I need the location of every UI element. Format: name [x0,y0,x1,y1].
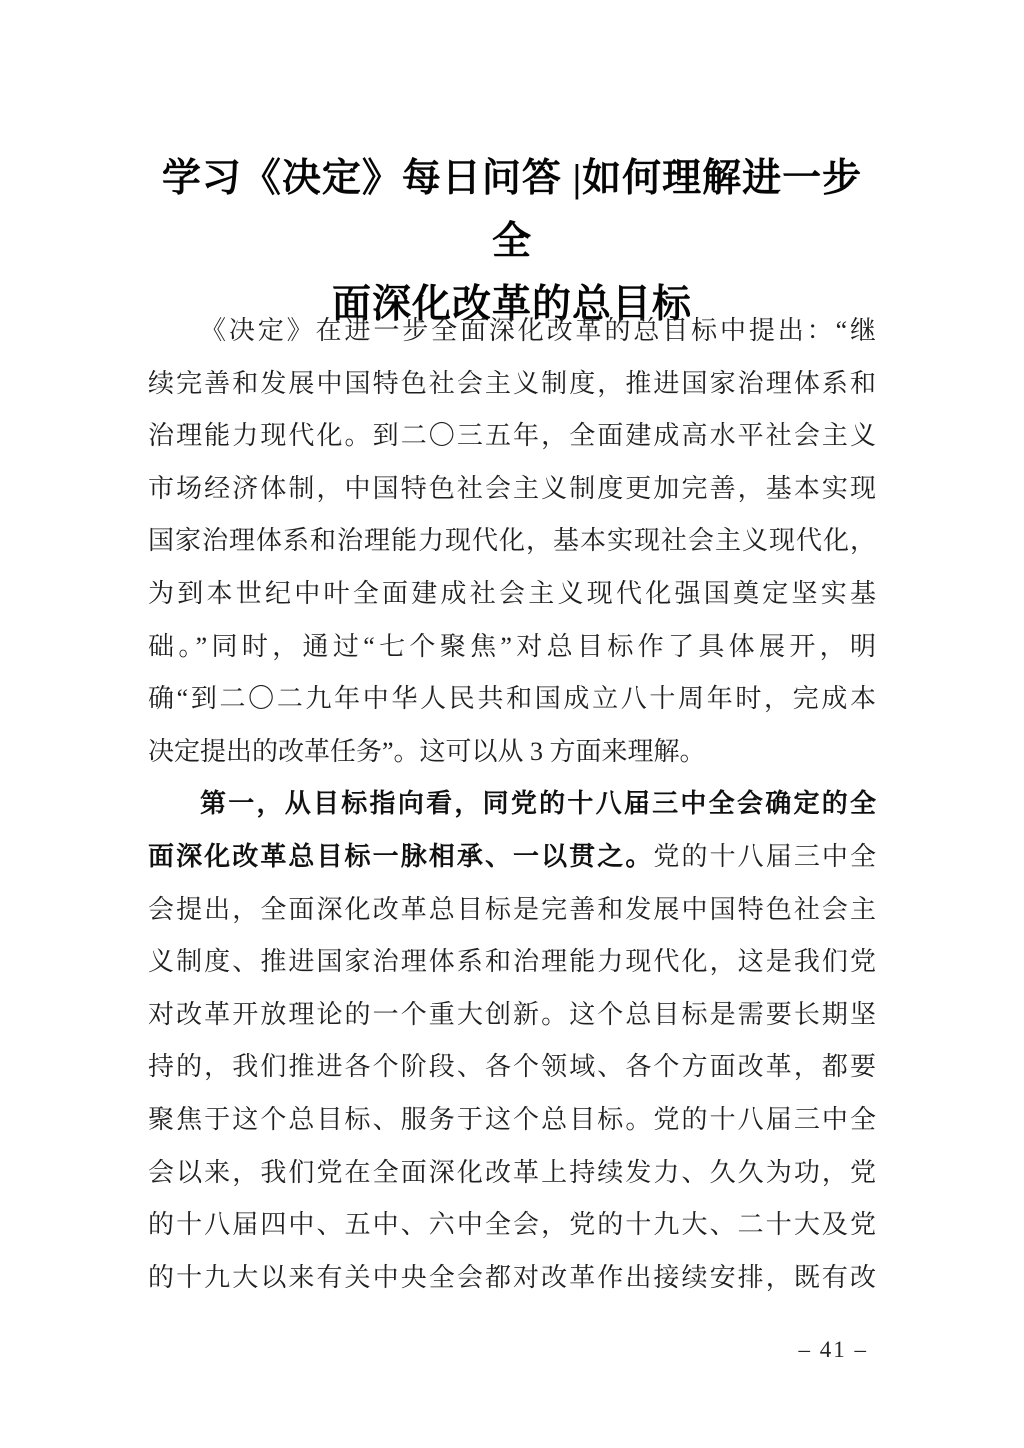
text-line [148,305,876,358]
text-segment: 国家治理体系和治理能力现代化，基本实现社会主义现代化， [148,526,876,556]
text-segment: 聚焦于这个总目标、服务于这个总目标。党的十八届三中全 [148,1104,876,1134]
text-line [148,778,876,831]
text-line [148,358,876,411]
text-line [148,1041,876,1094]
text-segment: 续完善和发展中国特色社会主义制度，推进国家治理体系和 [148,368,876,398]
text-segment: 确“到二〇二九年中华人民共和国成立八十周年时，完成本 [148,684,876,714]
bold-text-segment: 第一，从目标指向看，同党的十八届三中全会确定的全 [200,789,876,819]
bold-text-segment: 面深化改革总目标一脉相承、一以贯之。 [148,841,654,871]
text-segment: 义制度、推进国家治理体系和治理能力现代化，这是我们党 [148,947,876,977]
text-segment: 治理能力现代化。到二〇三五年，全面建成高水平社会主义 [148,421,876,451]
text-line [148,884,876,937]
text-segment: 为到本世纪中叶全面建成社会主义现代化强国奠定坚实基 [148,578,876,608]
text-line [148,410,876,463]
text-line [148,515,876,568]
text-segment: 持的，我们推进各个阶段、各个领域、各个方面改革，都要 [148,1052,876,1082]
page-number: – 41 – [798,1337,868,1362]
text-segment: 市场经济体制，中国特色社会主义制度更加完善，基本实现 [148,473,876,503]
text-line [148,936,876,989]
text-line [148,673,876,726]
text-segment: 会以来，我们党在全面深化改革上持续发力、久久为功，党 [148,1157,876,1187]
text-line [148,1252,876,1305]
text-segment: 《决定》在进一步全面深化改革的总目标中提出：“继 [200,316,876,345]
text-segment: 对改革开放理论的一个重大创新。这个总目标是需要长期坚 [148,999,876,1029]
text-segment: 会提出，全面深化改革总目标是完善和发展中国特色社会主 [148,894,876,924]
text-segment: 的十八届四中、五中、六中全会，党的十九大、二十大及党 [148,1210,876,1240]
document-title-line-1: 学习《决定》每日问答 |如何理解进一步全 [161,157,863,263]
text-segment: 党的十八届三中全 [653,841,876,871]
text-line [148,831,876,884]
text-segment: 础。”同时，通过“七个聚焦”对总目标作了具体展开，明 [148,631,876,661]
text-segment: 决定提出的改革任务”。这可以从 3 方面来理解。 [148,736,706,766]
text-line [148,1147,876,1200]
text-line [148,1199,876,1252]
text-line [148,989,876,1042]
text-line [148,726,876,779]
body-paragraphs [148,305,876,1304]
text-line [148,568,876,621]
text-line [148,463,876,516]
document-title-line-2: 面深化改革的总目标 [331,283,692,326]
text-line [148,1094,876,1147]
text-line [148,621,876,674]
text-segment: 的十九大以来有关中央全会都对改革作出接续安排，既有改 [148,1262,876,1292]
